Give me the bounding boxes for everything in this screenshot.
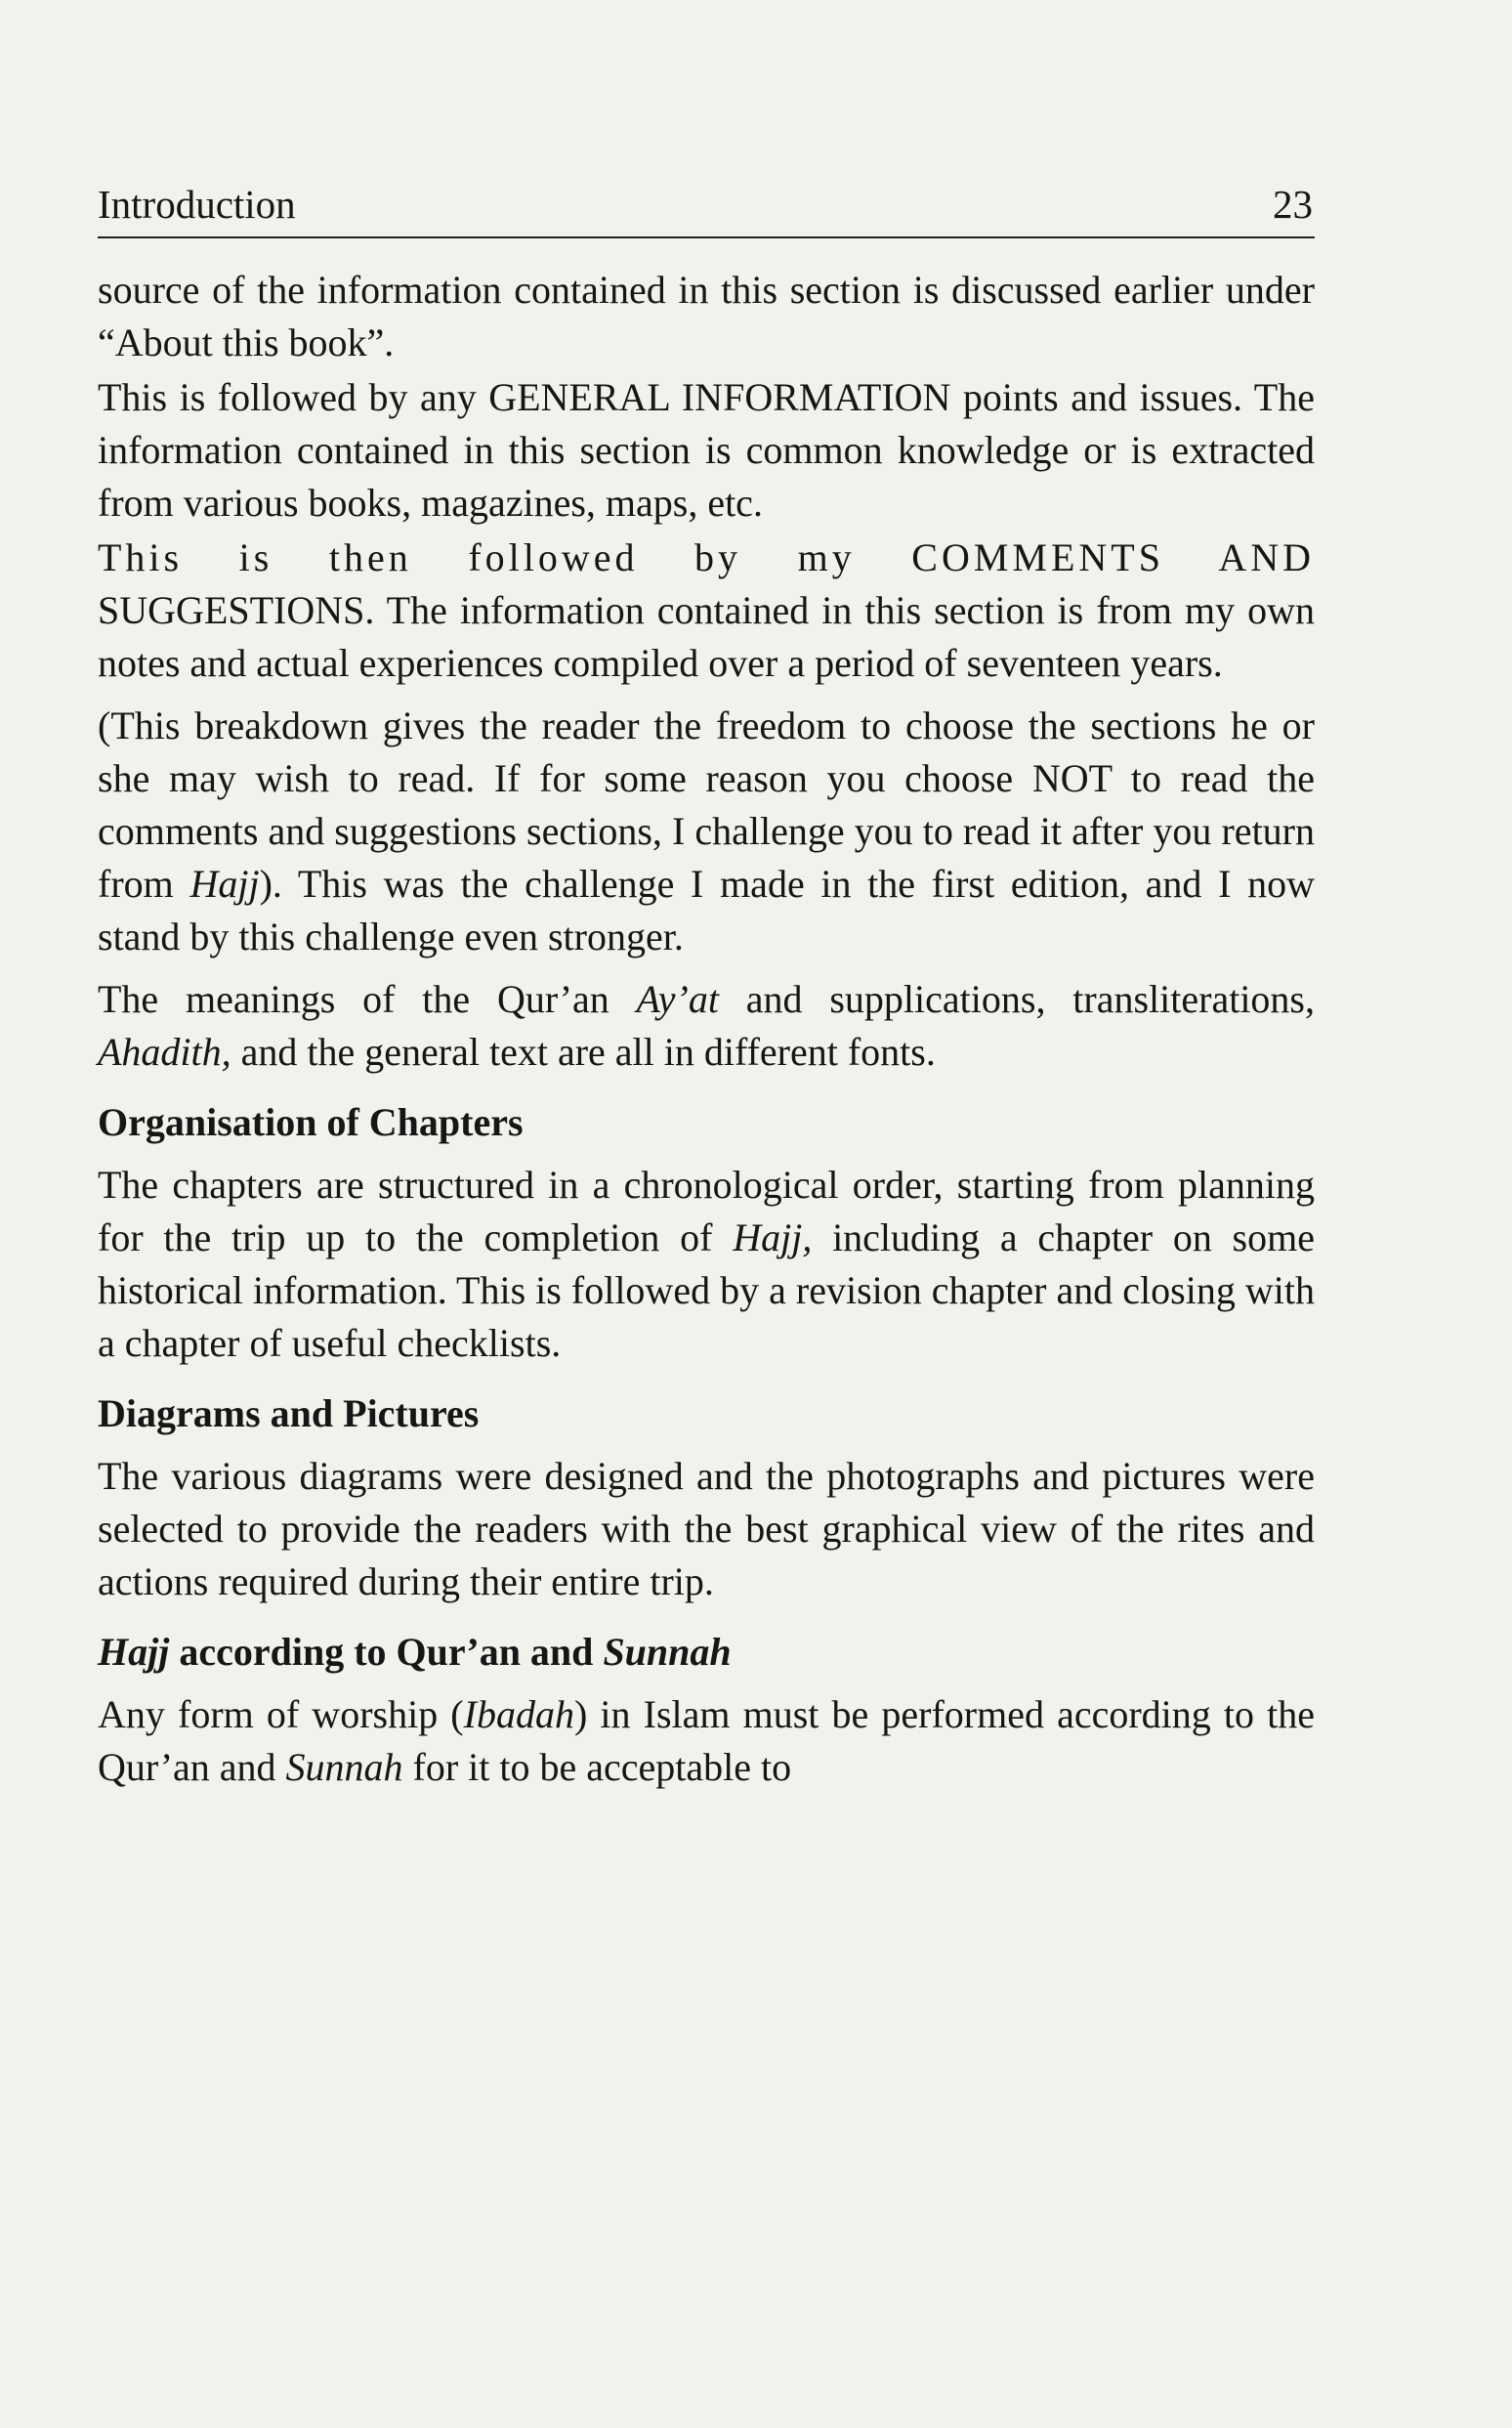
- sunnah-term: Sunnah: [603, 1630, 732, 1674]
- organisation-text-a: The chapters are structured in a chronological order, starting from planning for the trip up to the completion of: [98, 1163, 1315, 1259]
- running-head: [98, 176, 1315, 238]
- paragraph-general-information: This is followed by any GENERAL INFORMATION points and issues. The information contained in this section is common knowledge or is extracted from various books, magazines, maps, etc.: [98, 375, 1315, 525]
- ibadah-term: Ibadah: [463, 1692, 574, 1736]
- hajj-term: Hajj,: [733, 1215, 813, 1259]
- worship-text-b: ) in Islam must be performed according to the Qur’an and: [98, 1692, 1316, 1789]
- ahadith-term: Ahadith,: [98, 1030, 231, 1074]
- paragraph-source-info: source of the information contained in this section is discussed earlier under “About this book”.: [98, 268, 1315, 364]
- fonts-text-b: and supplications, transliterations,: [718, 977, 1315, 1021]
- heading-hajj-text: according to Qur’an and: [169, 1630, 604, 1674]
- hajj-term: Hajj: [189, 862, 260, 906]
- paragraph-diagrams: The various diagrams were designed and the photographs and pictures were selected to provide the readers with the best graphical view of the rites and actions required during their entire trip.: [98, 1454, 1315, 1603]
- paragraph-comments-suggestions: [98, 532, 1315, 690]
- fonts-text-c: and the general text are all in different fonts.: [231, 1030, 936, 1074]
- paragraph-challenge: [98, 700, 1315, 963]
- comments-line-one: This is then followed by my COMMENTS AND: [98, 535, 1315, 579]
- sunnah-term: Sunnah: [285, 1745, 403, 1789]
- paragraph-fonts: [98, 973, 1315, 1079]
- page-number: 23: [1273, 182, 1313, 227]
- paragraph-worship: [98, 1688, 1315, 1794]
- heading-diagrams-and-pictures: Diagrams and Pictures: [98, 1391, 480, 1435]
- paragraph-organisation: [98, 1159, 1315, 1370]
- worship-text-c: for it to be acceptable to: [402, 1745, 792, 1789]
- ayat-term: Ay’at: [636, 977, 719, 1021]
- heading-hajj-quran-sunnah: [98, 1626, 1315, 1679]
- chapter-title: Introduction: [98, 182, 296, 227]
- fonts-text-a: The meanings of the Qur’an: [98, 977, 637, 1021]
- worship-text-a: Any form of worship (: [98, 1692, 464, 1736]
- comments-rest: SUGGESTIONS. The information contained in this section is from my own notes and actual experiences compiled over a period of seventeen years.: [98, 588, 1315, 685]
- organisation-text-b: including a chapter on some historical information. This is followed by a revision chapter and closing with a chapter of useful checklists.: [98, 1215, 1315, 1365]
- body-text: [98, 264, 1315, 1804]
- hajj-term: Hajj: [98, 1630, 170, 1674]
- heading-organisation-of-chapters: Organisation of Chapters: [98, 1100, 524, 1144]
- challenge-text-b: ). This was the challenge I made in the first edition, and I now stand by this challenge even stronger.: [98, 862, 1315, 958]
- challenge-text-a: (This breakdown gives the reader the freedom to choose the sections he or she may wish to read. If for some reason you choose NOT to read the comments and suggestions sections, I challenge you to read it after you return from: [98, 703, 1315, 906]
